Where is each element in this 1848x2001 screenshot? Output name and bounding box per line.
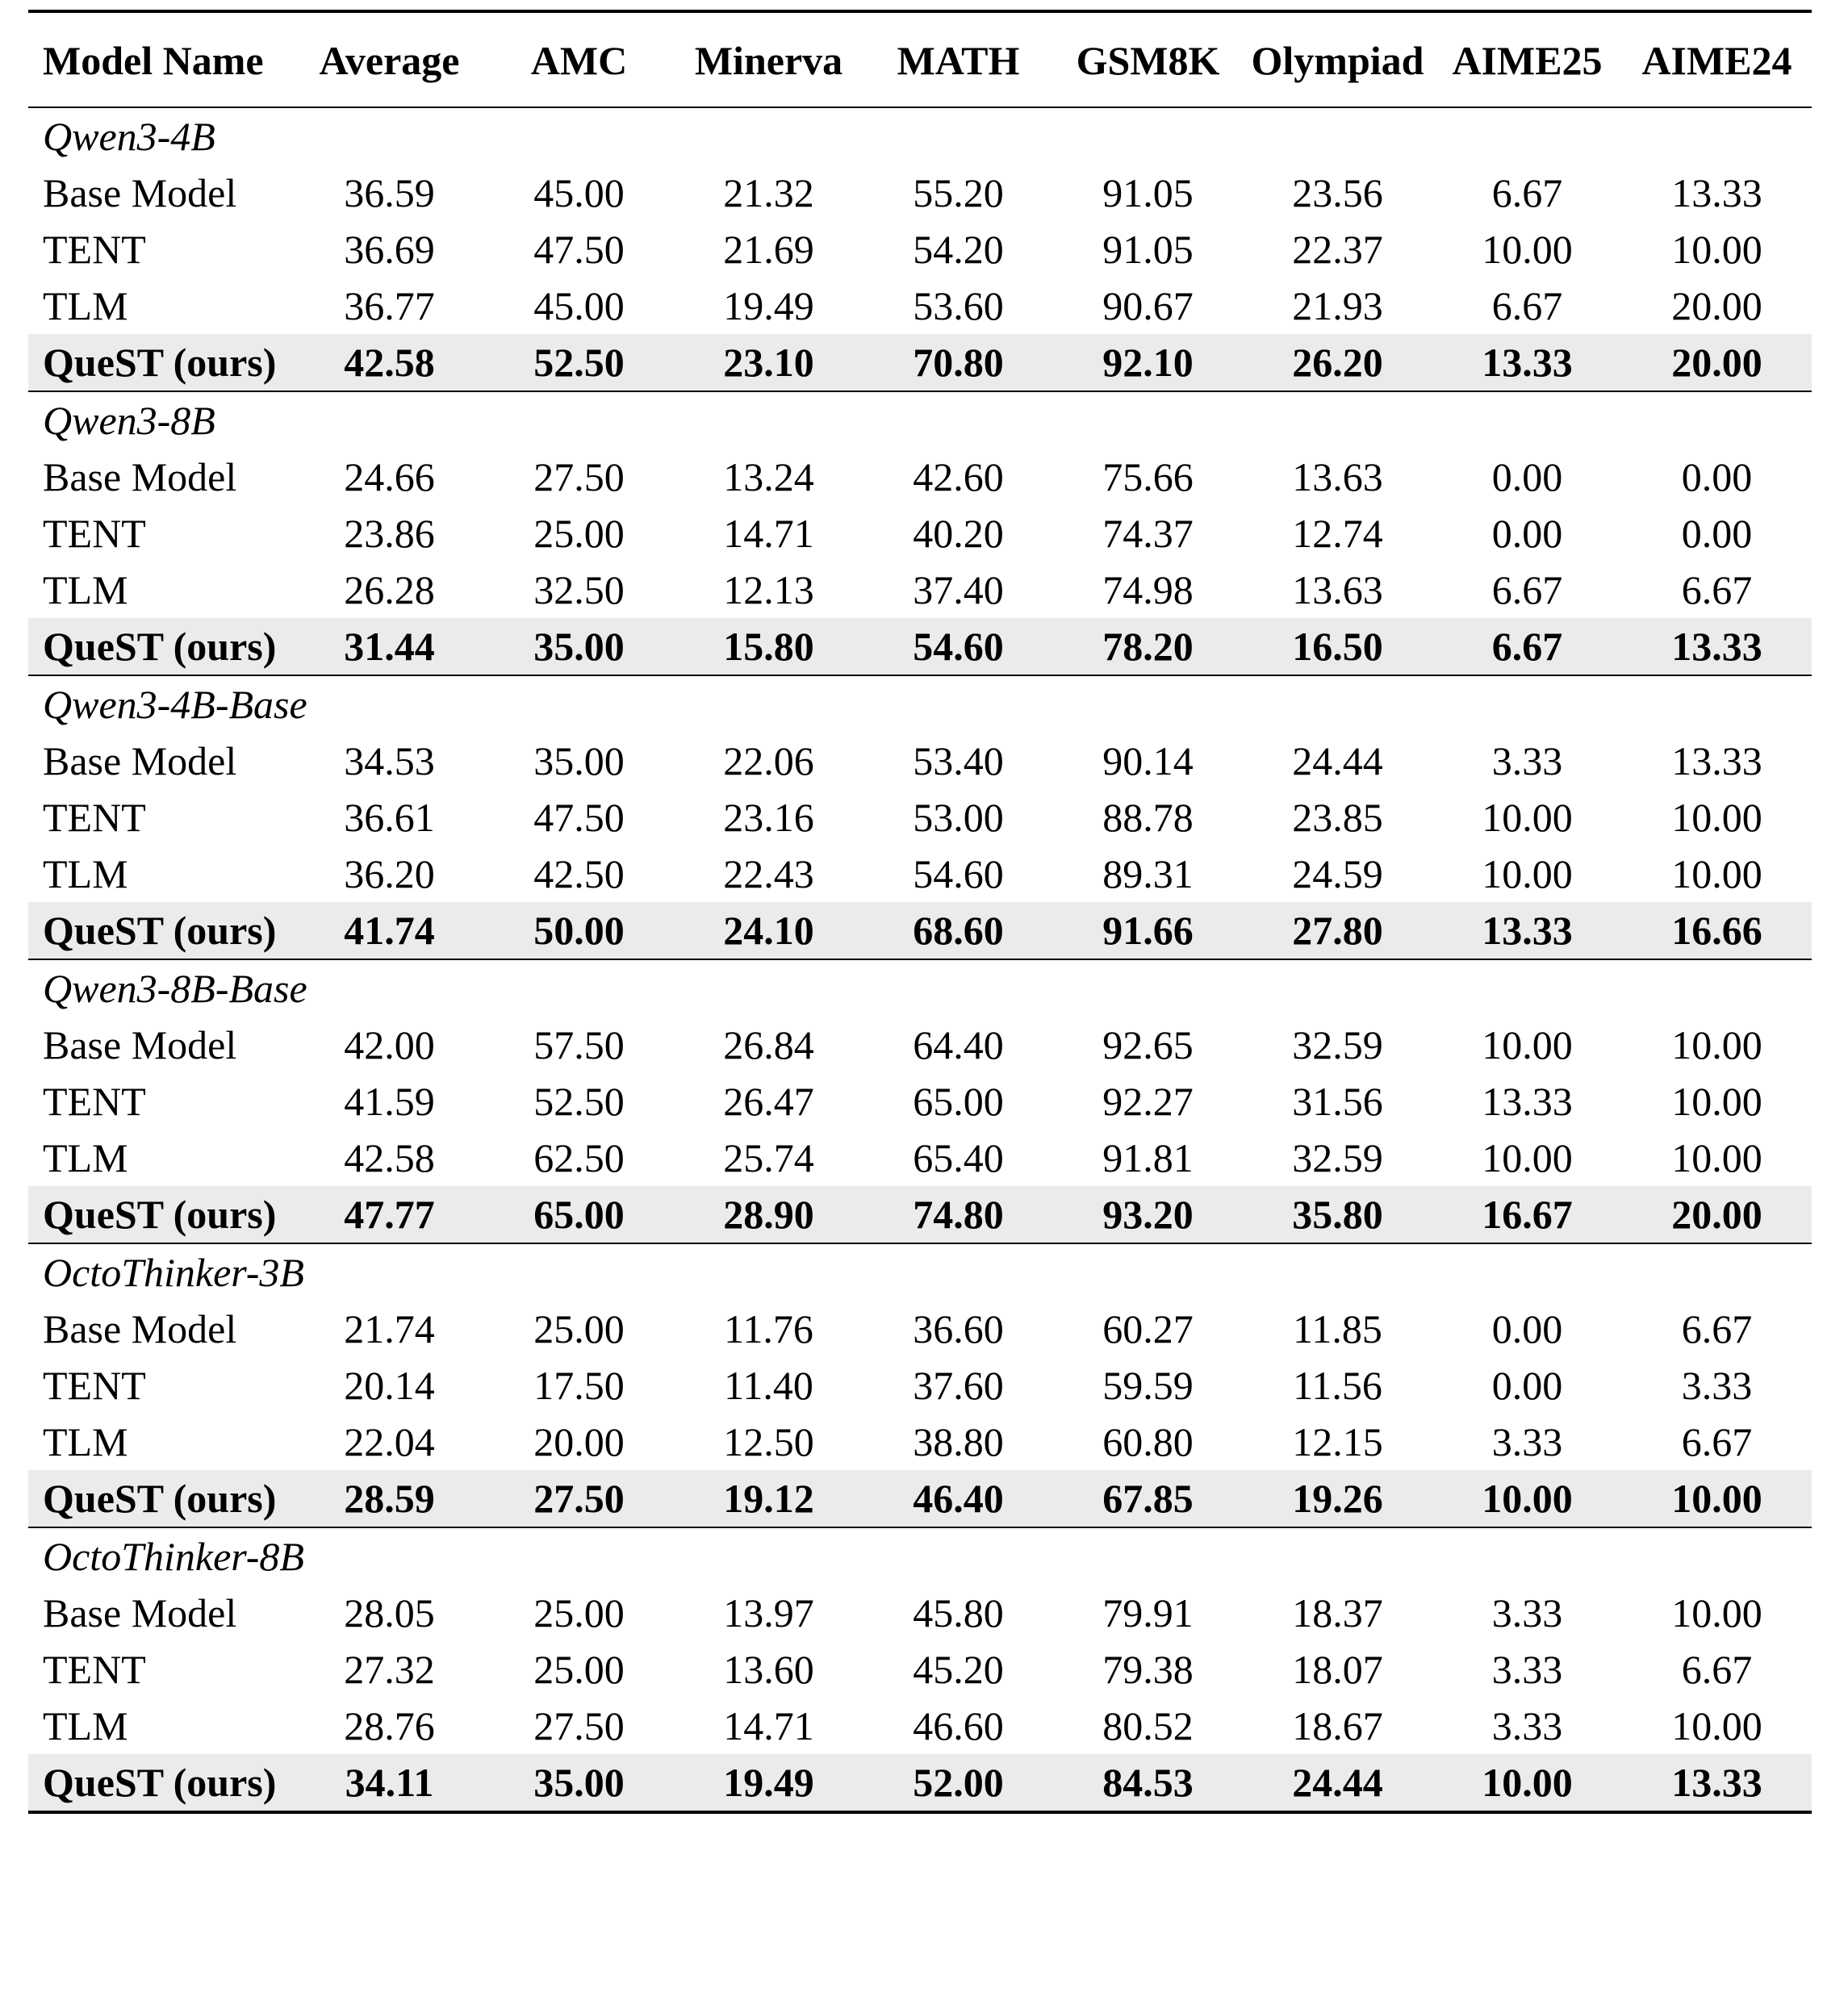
score-cell: 78.20 [1053,618,1243,675]
score-cell: 54.60 [913,851,1004,896]
score-cell: 24.66 [344,454,435,499]
score-cell: 34.11 [295,1754,484,1812]
score-cell: 20.14 [344,1363,435,1408]
score-cell: 35.00 [484,618,674,675]
score-cell: 13.33 [1622,618,1812,675]
score-cell: 3.33 [1491,738,1563,783]
score-cell: 12.50 [723,1419,814,1464]
score-cell: 23.86 [344,511,435,556]
score-cell: 11.56 [1293,1363,1382,1408]
score-cell: 13.97 [723,1590,814,1635]
table-row [28,1130,1812,1186]
group-title-row [28,675,1812,733]
score-cell: 22.06 [723,738,814,783]
score-cell: 25.00 [533,1590,625,1635]
table-row [28,789,1812,846]
table-body [28,107,1812,1812]
group-title: Qwen3-4B [28,107,1812,165]
score-cell: 23.10 [674,334,863,391]
score-cell: 10.00 [1432,1470,1622,1527]
model-name-cell: QueST (ours) [28,618,295,675]
model-name-cell: Base Model [43,170,237,215]
score-cell: 36.60 [913,1306,1004,1351]
score-cell: 10.00 [1432,1754,1622,1812]
score-cell: 92.27 [1102,1079,1194,1124]
model-name-cell: TLM [43,283,128,328]
score-cell: 20.00 [533,1419,625,1464]
score-cell: 80.52 [1102,1703,1194,1748]
score-cell: 42.00 [344,1022,435,1067]
header-row [28,11,1812,107]
score-cell: 74.98 [1102,567,1194,612]
score-cell: 35.00 [484,1754,674,1812]
score-cell: 37.60 [913,1363,1004,1408]
model-name-cell: Base Model [43,1306,237,1351]
score-cell: 91.81 [1102,1135,1194,1180]
score-cell: 12.13 [723,567,814,612]
column-header: Minerva [674,11,863,107]
score-cell: 46.40 [863,1470,1053,1527]
score-cell: 6.67 [1491,567,1563,612]
score-cell: 31.56 [1292,1079,1383,1124]
score-cell: 91.05 [1102,170,1194,215]
score-cell: 27.50 [533,454,625,499]
score-cell: 50.00 [484,902,674,959]
score-cell: 27.80 [1243,902,1432,959]
score-cell: 6.67 [1681,567,1753,612]
score-cell: 21.74 [344,1306,435,1351]
score-cell: 22.43 [723,851,814,896]
score-cell: 11.40 [724,1363,813,1408]
score-cell: 22.04 [344,1419,435,1464]
score-cell: 10.00 [1671,1135,1762,1180]
score-cell: 23.56 [1292,170,1383,215]
score-cell: 79.91 [1102,1590,1194,1635]
score-cell: 67.85 [1053,1470,1243,1527]
score-cell: 57.50 [533,1022,625,1067]
score-cell: 3.33 [1491,1647,1563,1692]
score-cell: 18.37 [1292,1590,1383,1635]
score-cell: 88.78 [1102,795,1194,840]
score-cell: 32.59 [1292,1022,1383,1067]
score-cell: 23.85 [1292,795,1383,840]
score-cell: 28.59 [295,1470,484,1527]
score-cell: 13.63 [1292,567,1383,612]
table-row [28,221,1812,278]
score-cell: 6.67 [1491,283,1563,328]
score-cell: 19.12 [674,1470,863,1527]
model-name-cell: TLM [43,1419,128,1464]
score-cell: 10.00 [1671,795,1762,840]
column-header: Olympiad [1243,11,1432,107]
score-cell: 19.26 [1243,1470,1432,1527]
score-cell: 53.00 [913,795,1004,840]
score-cell: 21.93 [1292,283,1383,328]
table-row [28,165,1812,221]
score-cell: 47.50 [533,795,625,840]
score-cell: 53.40 [913,738,1004,783]
table-row [28,1017,1812,1073]
model-name-cell: QueST (ours) [28,1186,295,1243]
score-cell: 42.60 [913,454,1004,499]
score-cell: 20.00 [1622,1186,1812,1243]
score-cell: 35.80 [1243,1186,1432,1243]
score-cell: 21.69 [723,227,814,272]
score-cell: 20.00 [1622,334,1812,391]
table-row [28,1357,1812,1414]
score-cell: 18.67 [1292,1703,1383,1748]
score-cell: 14.71 [723,511,814,556]
column-header: AIME25 [1432,11,1622,107]
score-cell: 24.59 [1292,851,1383,896]
score-cell: 10.00 [1671,851,1762,896]
score-cell: 3.33 [1491,1419,1563,1464]
score-cell: 70.80 [863,334,1053,391]
model-name-cell: QueST (ours) [28,902,295,959]
table-row [28,1301,1812,1357]
group-title: Qwen3-8B [28,391,1812,449]
table-row [28,278,1812,334]
score-cell: 54.60 [863,618,1053,675]
score-cell: 12.74 [1292,511,1383,556]
score-cell: 59.59 [1102,1363,1194,1408]
score-cell: 65.00 [913,1079,1004,1124]
model-name-cell: TLM [43,1135,128,1180]
score-cell: 40.20 [913,511,1004,556]
score-cell: 36.69 [344,227,435,272]
score-cell: 47.77 [295,1186,484,1243]
score-cell: 45.00 [533,170,625,215]
score-cell: 60.80 [1102,1419,1194,1464]
score-cell: 24.44 [1243,1754,1432,1812]
score-cell: 10.00 [1482,1135,1573,1180]
score-cell: 10.00 [1671,227,1762,272]
score-cell: 42.58 [295,334,484,391]
score-cell: 14.71 [723,1703,814,1748]
score-cell: 36.77 [344,283,435,328]
score-cell: 54.20 [913,227,1004,272]
score-cell: 46.60 [913,1703,1004,1748]
score-cell: 55.20 [913,170,1004,215]
score-cell: 92.10 [1053,334,1243,391]
score-cell: 52.00 [863,1754,1053,1812]
score-cell: 26.84 [723,1022,814,1067]
table-row-ours [28,1470,1812,1527]
column-header: AIME24 [1622,11,1812,107]
score-cell: 25.00 [533,1647,625,1692]
score-cell: 90.14 [1102,738,1194,783]
group-title: OctoThinker-3B [28,1243,1812,1301]
score-cell: 23.16 [723,795,814,840]
model-name-cell: TLM [43,567,128,612]
score-cell: 41.59 [344,1079,435,1124]
table-row [28,1414,1812,1470]
model-name-cell: Base Model [43,454,237,499]
score-cell: 0.00 [1491,1306,1563,1351]
column-header: GSM8K [1053,11,1243,107]
score-cell: 11.76 [724,1306,813,1351]
score-cell: 13.33 [1432,334,1622,391]
score-cell: 35.00 [533,738,625,783]
score-cell: 13.24 [723,454,814,499]
score-cell: 18.07 [1292,1647,1383,1692]
score-cell: 62.50 [533,1135,625,1180]
score-cell: 25.00 [533,511,625,556]
score-cell: 90.67 [1102,283,1194,328]
score-cell: 20.00 [1671,283,1762,328]
score-cell: 52.50 [533,1079,625,1124]
table-row [28,1698,1812,1754]
score-cell: 26.20 [1243,334,1432,391]
score-cell: 32.50 [533,567,625,612]
score-cell: 13.33 [1671,170,1762,215]
score-cell: 27.50 [533,1703,625,1748]
score-cell: 17.50 [533,1363,625,1408]
score-cell: 37.40 [913,567,1004,612]
score-cell: 10.00 [1671,1703,1762,1748]
table-row [28,562,1812,618]
model-name-cell: TENT [43,227,146,272]
score-cell: 10.00 [1482,851,1573,896]
score-cell: 0.00 [1491,454,1563,499]
score-cell: 6.67 [1681,1306,1753,1351]
score-cell: 24.44 [1292,738,1383,783]
score-cell: 10.00 [1671,1022,1762,1067]
table-row [28,1585,1812,1641]
column-header: Model Name [28,11,295,107]
score-cell: 47.50 [533,227,625,272]
table-row [28,1641,1812,1698]
model-name-cell: TENT [43,511,146,556]
model-name-cell: Base Model [43,1022,237,1067]
score-cell: 15.80 [674,618,863,675]
score-cell: 11.85 [1293,1306,1382,1351]
score-cell: 45.80 [913,1590,1004,1635]
score-cell: 91.05 [1102,227,1194,272]
group-title-row [28,1527,1812,1585]
score-cell: 38.80 [913,1419,1004,1464]
score-cell: 3.33 [1491,1703,1563,1748]
score-cell: 75.66 [1102,454,1194,499]
model-name-cell: TLM [43,1703,128,1748]
score-cell: 6.67 [1491,170,1563,215]
score-cell: 60.27 [1102,1306,1194,1351]
table-row-ours [28,1186,1812,1243]
score-cell: 13.33 [1432,902,1622,959]
score-cell: 6.67 [1681,1647,1753,1692]
score-cell: 36.59 [344,170,435,215]
group-title-row [28,107,1812,165]
score-cell: 93.20 [1053,1186,1243,1243]
model-name-cell: TENT [43,1363,146,1408]
score-cell: 25.74 [723,1135,814,1180]
group-title: Qwen3-4B-Base [28,675,1812,733]
group-title: Qwen3-8B-Base [28,959,1812,1017]
score-cell: 31.44 [295,618,484,675]
score-cell: 24.10 [674,902,863,959]
score-cell: 45.00 [533,283,625,328]
score-cell: 16.67 [1432,1186,1622,1243]
score-cell: 45.20 [913,1647,1004,1692]
score-cell: 19.49 [723,283,814,328]
table-row-ours [28,1754,1812,1812]
score-cell: 52.50 [484,334,674,391]
score-cell: 13.33 [1622,1754,1812,1812]
score-cell: 27.32 [344,1647,435,1692]
score-cell: 6.67 [1432,618,1622,675]
score-cell: 65.40 [913,1135,1004,1180]
score-cell: 79.38 [1102,1647,1194,1692]
table-row [28,449,1812,505]
table-row-ours [28,334,1812,391]
score-cell: 84.53 [1053,1754,1243,1812]
score-cell: 22.37 [1292,227,1383,272]
score-cell: 26.47 [723,1079,814,1124]
score-cell: 3.33 [1491,1590,1563,1635]
score-cell: 10.00 [1671,1079,1762,1124]
score-cell: 91.66 [1053,902,1243,959]
score-cell: 36.20 [344,851,435,896]
score-cell: 26.28 [344,567,435,612]
score-cell: 0.00 [1681,511,1753,556]
score-cell: 28.90 [674,1186,863,1243]
group-title-row [28,1243,1812,1301]
table-row [28,1073,1812,1130]
score-cell: 92.65 [1102,1022,1194,1067]
score-cell: 21.32 [723,170,814,215]
score-cell: 3.33 [1681,1363,1753,1408]
table-row-ours [28,902,1812,959]
column-header: AMC [484,11,674,107]
score-cell: 10.00 [1482,227,1573,272]
score-cell: 19.49 [674,1754,863,1812]
score-cell: 10.00 [1482,1022,1573,1067]
model-name-cell: QueST (ours) [28,334,295,391]
model-name-cell: Base Model [43,738,237,783]
score-cell: 34.53 [344,738,435,783]
score-cell: 36.61 [344,795,435,840]
score-cell: 42.50 [533,851,625,896]
score-cell: 65.00 [484,1186,674,1243]
score-cell: 13.33 [1482,1079,1573,1124]
score-cell: 10.00 [1622,1470,1812,1527]
score-cell: 25.00 [533,1306,625,1351]
score-cell: 41.74 [295,902,484,959]
score-cell: 0.00 [1491,1363,1563,1408]
score-cell: 74.80 [863,1186,1053,1243]
score-cell: 28.05 [344,1590,435,1635]
score-cell: 89.31 [1102,851,1194,896]
score-cell: 68.60 [863,902,1053,959]
score-cell: 6.67 [1681,1419,1753,1464]
model-name-cell: QueST (ours) [28,1754,295,1812]
score-cell: 0.00 [1491,511,1563,556]
score-cell: 10.00 [1671,1590,1762,1635]
score-cell: 16.50 [1243,618,1432,675]
group-title-row [28,391,1812,449]
score-cell: 10.00 [1482,795,1573,840]
model-name-cell: TENT [43,1647,146,1692]
group-title: OctoThinker-8B [28,1527,1812,1585]
score-cell: 53.60 [913,283,1004,328]
score-cell: 74.37 [1102,511,1194,556]
results-table [28,10,1812,1814]
score-cell: 28.76 [344,1703,435,1748]
table-row [28,505,1812,562]
score-cell: 0.00 [1681,454,1753,499]
model-name-cell: TENT [43,795,146,840]
table-row [28,733,1812,789]
score-cell: 12.15 [1292,1419,1383,1464]
score-cell: 42.58 [344,1135,435,1180]
score-cell: 32.59 [1292,1135,1383,1180]
column-header: MATH [863,11,1053,107]
model-name-cell: TLM [43,851,128,896]
score-cell: 27.50 [484,1470,674,1527]
score-cell: 13.33 [1671,738,1762,783]
score-cell: 13.60 [723,1647,814,1692]
score-cell: 16.66 [1622,902,1812,959]
score-cell: 13.63 [1292,454,1383,499]
column-header: Average [295,11,484,107]
table-row-ours [28,618,1812,675]
model-name-cell: QueST (ours) [28,1470,295,1527]
model-name-cell: Base Model [43,1590,237,1635]
model-name-cell: TENT [43,1079,146,1124]
group-title-row [28,959,1812,1017]
score-cell: 64.40 [913,1022,1004,1067]
table-row [28,846,1812,902]
